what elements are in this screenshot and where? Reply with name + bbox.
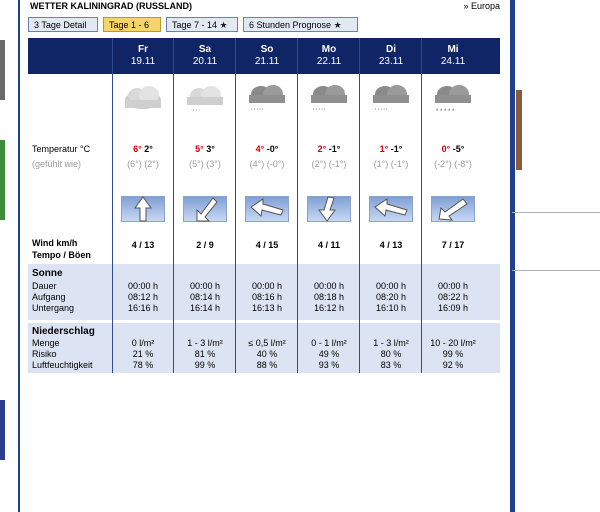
min-temp: -1° [390,144,403,154]
temperature-cell [298,144,360,154]
sunset-label: Untergang [32,303,75,313]
title-bar [28,1,500,13]
feels-like-label: (gefühlt wie) [32,159,82,169]
day-name: Fr [138,44,148,55]
day-name: Sa [198,44,212,55]
column-divider [421,38,422,373]
risk-cell: 40 % [256,349,278,359]
left-edge-image [0,40,5,100]
tab-label: Tage 7 - 14 [172,20,218,30]
feels-like-min: (-8°) [454,159,472,169]
feels-like-min: (3°) [206,159,221,169]
svg-text:' ' ': ' ' ' [193,110,200,116]
rain-icon [369,84,413,116]
day-date: 22.11 [316,56,342,67]
temperature-cell [422,144,484,154]
column-divider [112,38,113,373]
wind-cell: 4 / 11 [317,240,341,250]
feels-like-cell [236,159,298,169]
risk-cell: 80 % [380,349,402,359]
day-column-header [298,38,360,67]
day-name: So [260,44,274,55]
wind-direction-cell [236,196,298,224]
min-temp: -1° [328,144,341,154]
sunset-cell: 16:14 h [189,303,221,313]
day-column-header [174,38,236,67]
column-divider [173,38,174,373]
column-divider [297,38,298,373]
sunrise-cell: 08:12 h [127,292,159,302]
amount-cell: 10 - 20 l/m² [430,338,476,348]
feels-like-cell [360,159,422,169]
column-divider [235,38,236,373]
svg-text:* * * * *: * * * * * [436,109,455,115]
feels-like-max: (2°) [311,159,327,169]
temperature-cell [236,144,298,154]
temperature-label: Temperatur °C [32,144,91,154]
day-date: 24.11 [440,56,466,67]
weather-icon-cell [112,84,174,120]
left-page-edge [0,0,18,512]
temperature-cell [112,144,174,154]
arrow-southwest-icon [431,196,475,222]
feels-like-cell [112,159,174,169]
sun-duration-cell: 00:00 h [189,281,221,291]
feels-like-cell [422,159,484,169]
cloudy-icon [121,84,165,116]
max-temp: 2° [317,144,327,154]
sunset-cell: 16:12 h [313,303,345,313]
min-temp: -5° [452,144,465,154]
sunset-cell: 16:13 h [251,303,283,313]
feels-like-cell [298,159,360,169]
day-date: 20.11 [192,56,218,67]
feels-like-max: (4°) [249,159,265,169]
risk-label: Risiko [32,349,57,359]
risk-cell: 21 % [132,349,154,359]
forecast-table [28,38,500,373]
wind-direction-cell [360,196,422,224]
wind-direction-cell [422,196,484,224]
day-date: 23.11 [378,56,404,67]
wind-cell: 4 / 13 [379,240,403,250]
tab-3-tage-detail[interactable] [28,17,98,32]
snow-icon [431,84,475,116]
arrow-north-icon [121,196,165,222]
sunset-cell: 16:09 h [437,303,469,313]
humidity-cell: 99 % [194,360,216,370]
humidity-cell: 78 % [132,360,154,370]
amount-label: Menge [32,338,60,348]
feels-like-max: (-2°) [434,159,452,169]
weather-icon-cell [236,84,298,120]
arrow-west-icon [369,196,413,222]
day-column-header [422,38,484,67]
rain-icon [245,84,289,116]
min-temp: 2° [144,144,153,154]
sunrise-cell: 08:16 h [251,292,283,302]
min-temp: -0° [266,144,279,154]
sun-duration-cell: 00:00 h [437,281,469,291]
sun-duration-cell: 00:00 h [313,281,345,291]
wind-cell: 4 / 13 [131,240,155,250]
sunset-cell: 16:16 h [127,303,159,313]
svg-text:' ' ' ' ': ' ' ' ' ' [313,109,326,115]
day-name: Mo [321,44,337,55]
max-temp: 4° [255,144,265,154]
star-icon: ★ [333,20,342,30]
wind-direction-cell [298,196,360,224]
sun-section [28,264,500,320]
tab-label: 6 Stunden Prognose [249,20,332,30]
svg-text:' ' ' ' ': ' ' ' ' ' [375,109,388,115]
right-page-edge [512,0,600,512]
page-title: WETTER KALININGRAD (RUSSLAND) [30,1,192,11]
humidity-cell: 93 % [318,360,340,370]
left-edge-image [0,400,5,460]
amount-cell: 1 - 3 l/m² [373,338,409,348]
day-header-row [28,38,500,74]
feels-like-max: (6°) [127,159,142,169]
precipitation-section [28,323,500,373]
feels-like-max: (1°) [373,159,389,169]
sunrise-cell: 08:22 h [437,292,469,302]
day-name: Mi [447,44,459,55]
tab-6-stunden-prognose[interactable] [243,17,358,32]
wind-direction-cell [174,196,236,224]
risk-cell: 81 % [194,349,216,359]
amount-cell: 0 - 1 l/m² [311,338,347,348]
sunrise-cell: 08:18 h [313,292,345,302]
wind-cell: 7 / 17 [441,240,465,250]
risk-cell: 99 % [442,349,464,359]
wind-direction-cell [112,196,174,224]
sun-duration-cell: 00:00 h [251,281,283,291]
amount-cell: ≤ 0,5 l/m² [248,338,286,348]
tab-label: 3 Tage Detail [34,20,87,30]
min-temp: 3° [206,144,215,154]
day-column-header [360,38,422,67]
feels-like-cell [174,159,236,169]
day-column-header [112,38,174,67]
wind-sublabel: Tempo / Böen [32,250,91,260]
sun-duration-cell: 00:00 h [127,281,159,291]
sunrise-cell: 08:14 h [189,292,221,302]
arrow-west-icon [245,196,289,222]
wind-label: Wind km/h [32,238,78,248]
wind-cell: 2 / 9 [196,240,214,250]
max-temp: 5° [195,144,204,154]
amount-cell: 0 l/m² [131,338,155,348]
risk-cell: 49 % [318,349,340,359]
humidity-cell: 83 % [380,360,402,370]
max-temp: 6° [133,144,142,154]
amount-cell: 1 - 3 l/m² [187,338,223,348]
tab-tage-1-6[interactable] [103,17,161,32]
weather-icon-cell [298,84,360,120]
max-temp: 1° [379,144,389,154]
left-edge-image [0,140,5,220]
rain-icon [307,84,351,116]
feels-like-min: (2°) [144,159,159,169]
day-date: 19.11 [130,56,156,67]
tab-label: Tage 1 - 6 [109,20,150,30]
sun-duration-cell: 00:00 h [375,281,407,291]
feels-like-min: (-1°) [328,159,347,169]
weather-icon-cell [174,84,236,120]
arrow-south-icon [307,196,351,222]
weather-icon-cell [422,84,484,120]
forecast-main-section [28,74,500,264]
humidity-label: Luftfeuchtigkeit [32,360,93,370]
europe-link[interactable]: » Europa [463,1,500,11]
cloudy-light-rain-icon [183,84,227,116]
wind-cell: 4 / 15 [255,240,279,250]
day-name: Di [386,44,396,55]
humidity-cell: 88 % [256,360,278,370]
sun-section-title: Sonne [32,268,63,279]
star-icon: ★ [219,20,228,30]
day-date: 21.11 [254,56,280,67]
max-temp: 0° [441,144,451,154]
sunrise-label: Aufgang [32,292,66,302]
arrow-southwest-icon [183,196,227,222]
sun-duration-label: Dauer [32,281,57,291]
feels-like-min: (-1°) [390,159,409,169]
weather-icon-cell [360,84,422,120]
column-divider [359,38,360,373]
temperature-cell [360,144,422,154]
sunrise-cell: 08:20 h [375,292,407,302]
svg-text:' ' ' ' ': ' ' ' ' ' [251,109,264,115]
humidity-cell: 92 % [442,360,464,370]
tab-tage-7-14[interactable] [166,17,238,32]
feels-like-min: (-0°) [266,159,285,169]
day-column-header [236,38,298,67]
precipitation-section-title: Niederschlag [32,326,95,337]
feels-like-max: (5°) [189,159,204,169]
sunset-cell: 16:10 h [375,303,407,313]
temperature-cell [174,144,236,154]
